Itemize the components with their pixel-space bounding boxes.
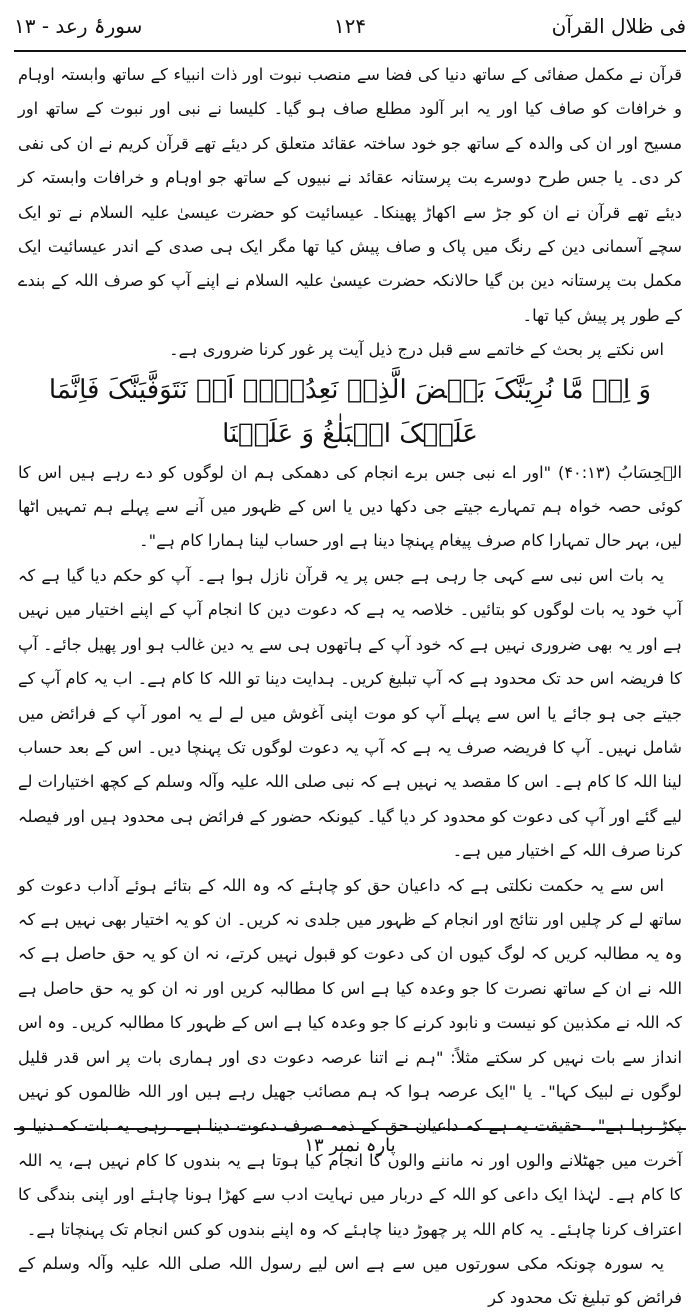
surah-label: سورۂ رعد - ۱۳	[14, 14, 143, 38]
paragraph-6: یہ سورہ چونکہ مکی سورتوں میں سے ہے اس لیے رسول اللہ صلی اللہ علیہ وآلہ وسلم کے فرائض کو تبلیغ تک محدود کر	[18, 1254, 682, 1308]
paragraph-3: الۡحِسَابُ (۴۰:۱۳) "اور اے نبی جس برے انجام کی دھمکی ہم ان لوگوں کو دے رہے ہیں اس کا کوئی حصہ خواہ ہم تمہارے جیتے جی دکھا دیں یا اس کے ظہور میں آنے سے پہلے ہم تمہیں اٹھا لیں، بہر حال تمہارا کام صرف پیغام پہنچا دینا ہے اور حساب لینا ہمارا کام ہے"۔	[18, 462, 682, 551]
para-label: پارہ نمبر ۱۳	[304, 1135, 396, 1156]
page-number: ۱۲۴	[333, 14, 367, 38]
paragraph-1: قرآن نے مکمل صفائی کے ساتھ دنیا کی فضا سے منصب نبوت اور ذات انبیاء کے ساتھ وابستہ اوہام و خرافات کو صاف کیا اور یہ ابر آلود مطلع صاف ہو گیا۔ کلیسا نے نبی اور نبوت کے ساتھ اور مسیح اور ان کی والدہ کے ساتھ جو خود ساختہ عقائد متعلق کر دیئے تھے قرآن کریم نے ان کی نفی کر دی۔ یا جس طرح دوسرے بت پرستانہ عقائد نے نبیوں کے ساتھ جو اوہام و خرافات وابستہ کر دیئے تھے قرآن نے ان کو جڑ سے اکھاڑ پھینکا۔ عیسائیت کو حضرت عیسیٰ علیہ السلام نے تو ایک سچے آسمانی دین کے رنگ میں پاک و صاف پیش کیا تھا مگر ایک ہی صدی کے اندر عیسائیت ایک مکمل بت پرستانہ دین بن گیا حالانکہ حضرت عیسیٰ علیہ السلام نے اپنے آپ کو صرف اللہ کے بندے کے طور پر پیش کیا تھا۔	[18, 65, 682, 325]
book-title: فی ظلال القرآن	[551, 14, 686, 38]
page-header	[14, 14, 686, 44]
header-divider	[14, 50, 686, 52]
paragraph-2: اس نکتے پر بحث کے خاتمے سے قبل درج ذیل آیت پر غور کرنا ضروری ہے۔	[169, 340, 664, 360]
quran-verse: وَ اِنۡ مَّا نُرِیَنَّکَ بَعۡضَ الَّذِیۡ نَعِدُہُمۡ اَوۡ نَتَوَفَّیَنَّکَ فَاِنَّمَا عَلَیۡکَ الۡبَلٰغُ وَ عَلَیۡنَا	[48, 374, 652, 449]
paragraph-4: یہ بات اس نبی سے کہی جا رہی ہے جس پر یہ قرآن نازل ہوا ہے۔ آپ کو حکم دیا گیا ہے کہ آپ خود یہ بات لوگوں کو بتائیں۔ خلاصہ یہ ہے کہ دعوت دین کا انجام آپ کے اپنے اختیار میں نہیں ہے اور یہ بھی ضروری نہیں ہے کہ خود آپ کے ہاتھوں ہی سے یہ دین غالب ہو اور پھیل جائے۔ آپ کا فریضہ اس حد تک محدود ہے کہ آپ تبلیغ کریں۔ ہدایت دینا تو اللہ کا کام ہے۔ اب یہ کام آپ کے جیتے جی ہو جائے یا اس سے پہلے آپ کو موت اپنی آغوش میں لے لے یہ امور آپ کے فرائض میں شامل نہیں۔ آپ کا فریضہ صرف یہ ہے کہ آپ یہ دعوت لوگوں تک پہنچا دیں۔ اس کے بعد حساب لینا اللہ کا کام ہے۔ اس کا مقصد یہ نہیں ہے کہ نبی صلی اللہ علیہ وآلہ وسلم کے کچھ اختیارات لے لیے گئے اور آپ کی دعوت کو محدود کر دیا گیا۔ کیونکہ حضور کے فرائض ہی محدود ہیں اور فیصلہ کرنا صرف اللہ کے اختیار میں ہے۔	[18, 565, 682, 861]
paragraph-5: اس سے یہ حکمت نکلتی ہے کہ داعیان حق کو چاہئے کہ وہ اللہ کے بتائے ہوئے آداب دعوت کو ساتھ لے کر چلیں اور نتائج اور انجام کے ظہور میں جلدی نہ کریں۔ ان کو یہ اختیار بھی نہیں ہے کہ وہ یہ مطالبہ کریں کہ لوگ کیوں ان کی دعوت کو قبول نہیں کرتے، نہ ان کو یہ حق حاصل ہے کہ اللہ نے ان کے ساتھ نصرت کا جو وعدہ کیا ہے اس کا مطالبہ کریں اور نہ ان کو یہ حق حاصل ہے کہ اللہ نے مکذبین کو نیست و نابود کرنے کا جو وعدہ کیا ہے اس کے ظہور کا مطالبہ کریں۔ وہ اس انداز سے بات نہیں کر سکتے مثلاً: "ہم نے اتنا عرصہ دعوت دی اور ہماری بات پر اس قدر قلیل لوگوں نے لبیک کہا"۔ یا "ایک عرصہ ہوا کہ ہم مصائب جھیل رہے ہیں اور اللہ ظالموں کو نہیں پکڑ رہا ہے"۔ حقیقت یہ ہے کہ داعیان حق کے ذمہ صرف دعوت دینا ہے۔ رہی یہ بات کہ دنیا و آخرت میں جھٹلانے والوں اور نہ ماننے والوں کا انجام کیا ہوتا ہے یہ بندوں کا کام نہیں ہے، یہ اللہ کا کام ہے۔ لہٰذا ایک داعی کو اللہ کے دربار میں نہایت ادب سے کھڑا ہونا چاہئے اور اپنی بندگی کا اعتراف کرنا چاہئے۔ یہ کام اللہ پر چھوڑ دینا چاہئے کہ وہ اپنے بندوں کو کس انجام تک پہنچاتا ہے۔	[18, 875, 682, 1239]
footer-divider	[14, 1128, 686, 1130]
